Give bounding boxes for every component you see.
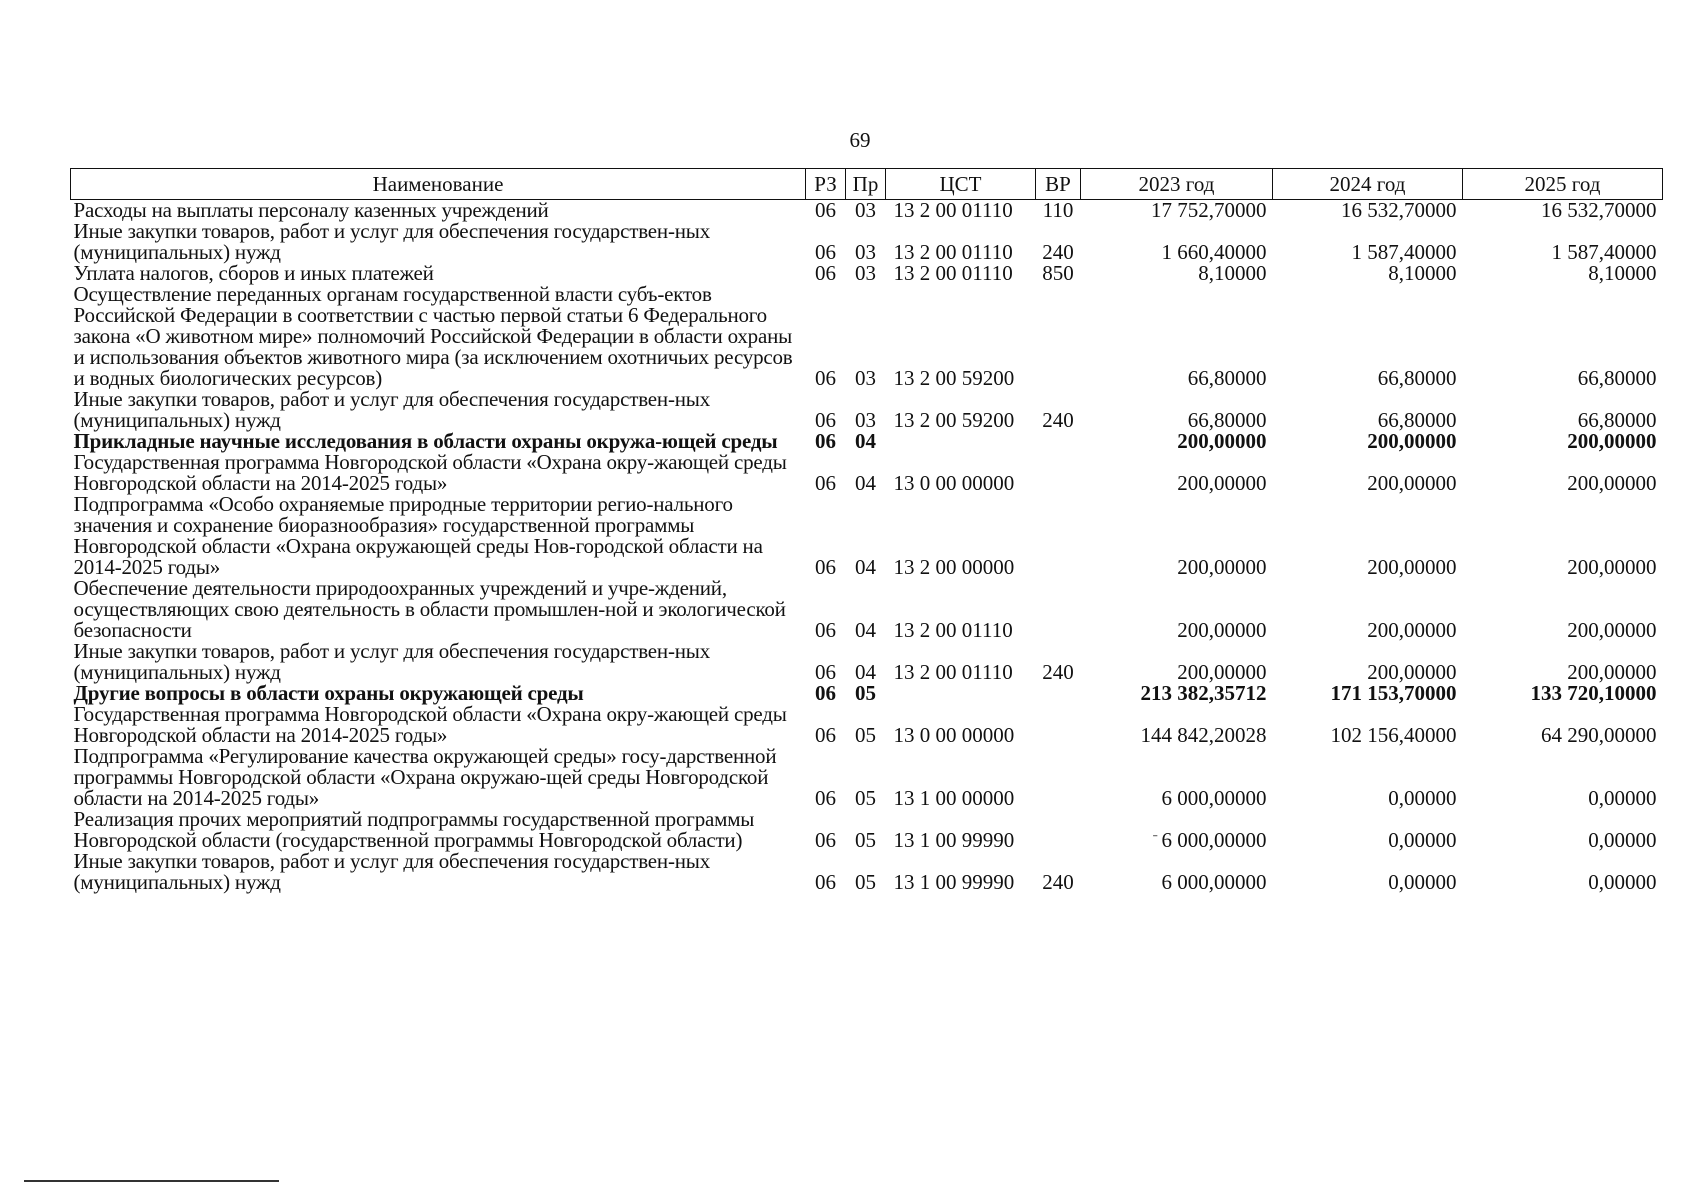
row-rz: 06 (815, 786, 836, 810)
row-value-2023: 213 382,35712 (1140, 681, 1267, 705)
row-value-2025: 1 587,40000 (1551, 240, 1657, 264)
header-cst: ЦСТ (886, 169, 1036, 200)
row-value-2025: 200,00000 (1567, 429, 1657, 453)
row-value-2024: 8,10000 (1388, 261, 1457, 285)
table-row (71, 704, 1663, 746)
row-value-2023: 200,00000 (1177, 429, 1267, 453)
row-name: Прикладные научные исследования в области охраны окружа-ющей среды (73, 429, 778, 453)
row-vr (1036, 431, 1081, 452)
row-vr: 110 (1042, 198, 1074, 222)
row-rz: 06 (815, 471, 836, 495)
row-value-2024: 0,00000 (1388, 870, 1457, 894)
row-value-2025: 0,00000 (1588, 870, 1657, 894)
table-row (71, 683, 1663, 704)
header-2024: 2024 год (1273, 169, 1463, 200)
row-value-2024: 0,00000 (1388, 786, 1457, 810)
row-pr: 04 (855, 429, 876, 453)
row-vr: 850 (1042, 261, 1074, 285)
row-name: Государственная программа Новгородской области «Охрана окру-жающей среды Новгородской области на 2014-2025 годы» (73, 702, 787, 747)
row-value-2023: 8,10000 (1198, 261, 1267, 285)
row-cst: 13 1 00 99990 (893, 828, 1015, 852)
table-row (71, 452, 1663, 494)
row-pr: 04 (855, 555, 876, 579)
row-value-2025: 200,00000 (1567, 471, 1657, 495)
row-value-2024: 66,80000 (1377, 408, 1457, 432)
row-name: Государственная программа Новгородской области «Охрана окру-жающей среды Новгородской области на 2014-2025 годы» (73, 450, 787, 495)
row-rz: 06 (815, 681, 836, 705)
row-tick-mark: ˉ (1152, 833, 1158, 848)
row-rz: 06 (815, 408, 836, 432)
row-value-2025: 16 532,70000 (1541, 198, 1657, 222)
row-vr (1036, 494, 1081, 578)
table-header (71, 169, 1663, 200)
row-cst: 13 2 00 01110 (893, 660, 1013, 684)
table-row (71, 641, 1663, 683)
row-cst: 13 1 00 99990 (893, 870, 1015, 894)
table-row (71, 851, 1663, 893)
row-pr: 03 (855, 408, 876, 432)
row-rz: 06 (815, 240, 836, 264)
row-pr: 05 (855, 681, 876, 705)
row-cst: 13 2 00 01110 (893, 198, 1013, 222)
row-name: Подпрограмма «Регулирование качества окружающей среды» госу-дарственной программы Новгородской области «Охрана окружаю-щей среды Новгородской области на 2014-2025 годы» (73, 744, 777, 810)
row-value-2025: 66,80000 (1577, 366, 1657, 390)
row-value-2025: 200,00000 (1567, 555, 1657, 579)
row-pr: 05 (855, 870, 876, 894)
row-pr: 04 (855, 618, 876, 642)
row-vr (1036, 452, 1081, 494)
row-value-2023 (1081, 809, 1273, 851)
row-vr: 240 (1042, 408, 1074, 432)
row-name: Уплата налогов, сборов и иных платежей (73, 261, 434, 285)
row-pr: 05 (855, 828, 876, 852)
row-name: Осуществление переданных органам государственной власти субъ-ектов Российской Федерации в соответствии с частью первой статьи 6 Федерального закона «О животном мире» полномочий Российской Федерации в области охраны и использования объектов животного мира (за исключением охотничьих ресурсов и водных биологических ресурсов) (73, 282, 793, 390)
row-vr: 240 (1042, 240, 1074, 264)
row-value-text: 6 000,00000 (1161, 828, 1267, 852)
row-value-2025: 8,10000 (1588, 261, 1657, 285)
table-row (71, 284, 1663, 389)
table-row (71, 578, 1663, 641)
table-body (71, 200, 1663, 894)
table-row (71, 431, 1663, 452)
row-cst: 13 2 00 01110 (893, 261, 1013, 285)
row-rz: 06 (815, 723, 836, 747)
row-value-2023: 66,80000 (1187, 366, 1267, 390)
row-rz: 06 (815, 366, 836, 390)
row-pr: 04 (855, 471, 876, 495)
row-value-2025: 0,00000 (1588, 828, 1657, 852)
row-value-2024: 200,00000 (1367, 471, 1457, 495)
row-pr: 03 (855, 366, 876, 390)
row-value-2023: 200,00000 (1177, 555, 1267, 579)
row-rz: 06 (815, 870, 836, 894)
row-value-2023: 17 752,70000 (1151, 198, 1267, 222)
row-value-2025: 66,80000 (1577, 408, 1657, 432)
row-value-2023: 6 000,00000 (1161, 786, 1267, 810)
row-rz: 06 (815, 660, 836, 684)
row-value-2024: 1 587,40000 (1351, 240, 1457, 264)
row-name: Реализация прочих мероприятий подпрограммы государственной программы Новгородской области (государственной программы Новгородской области) (73, 807, 755, 852)
row-cst (886, 431, 1036, 452)
table-row (71, 200, 1663, 222)
row-cst: 13 2 00 59200 (893, 366, 1015, 390)
row-pr: 04 (855, 660, 876, 684)
row-name: Подпрограмма «Особо охраняемые природные территории регио-нального значения и сохранение биоразнообразия» государственной программы Новгородской области «Охрана окружающей среды Нов-городской области на 2014-2025 годы» (73, 492, 763, 579)
row-rz: 06 (815, 555, 836, 579)
page-number: 69 (849, 128, 871, 152)
table-row (71, 221, 1663, 263)
row-name: Расходы на выплаты персоналу казенных учреждений (73, 198, 549, 222)
row-value-2024: 16 532,70000 (1341, 198, 1457, 222)
row-value-2023: 6 000,00000 (1161, 870, 1267, 894)
row-value-2023: 144 842,20028 (1140, 723, 1267, 747)
row-value-2024: 66,80000 (1377, 366, 1457, 390)
row-rz: 06 (815, 618, 836, 642)
row-value-2023: 66,80000 (1187, 408, 1267, 432)
row-vr (1036, 578, 1081, 641)
row-rz: 06 (815, 429, 836, 453)
row-name: Иные закупки товаров, работ и услуг для обеспечения государствен-ных (муниципальных) нужд (73, 639, 710, 684)
row-value-2024: 200,00000 (1367, 618, 1457, 642)
row-vr: 240 (1042, 660, 1074, 684)
header-name: Наименование (71, 169, 806, 200)
row-cst: 13 2 00 01110 (893, 618, 1013, 642)
row-pr: 05 (855, 786, 876, 810)
header-rz: РЗ (806, 169, 846, 200)
row-value-2024: 200,00000 (1367, 555, 1457, 579)
row-name: Иные закупки товаров, работ и услуг для обеспечения государствен-ных (муниципальных) нужд (73, 849, 710, 894)
row-rz: 06 (815, 198, 836, 222)
header-2023: 2023 год (1081, 169, 1273, 200)
row-value-2025: 200,00000 (1567, 660, 1657, 684)
row-value-2024: 200,00000 (1367, 660, 1457, 684)
table-row (71, 389, 1663, 431)
row-rz: 06 (815, 828, 836, 852)
row-value-2024: 0,00000 (1388, 828, 1457, 852)
row-vr (1036, 683, 1081, 704)
row-name: Иные закупки товаров, работ и услуг для обеспечения государствен-ных (муниципальных) нужд (73, 219, 710, 264)
row-cst (886, 683, 1036, 704)
row-value-2025: 0,00000 (1588, 786, 1657, 810)
header-vr: ВР (1036, 169, 1081, 200)
row-vr (1036, 809, 1081, 851)
row-vr (1036, 746, 1081, 809)
row-value-2023: 200,00000 (1177, 660, 1267, 684)
row-pr: 03 (855, 240, 876, 264)
row-value-2023: 1 660,40000 (1161, 240, 1267, 264)
row-pr: 03 (855, 261, 876, 285)
row-rz: 06 (815, 261, 836, 285)
row-cst: 13 2 00 59200 (893, 408, 1015, 432)
row-cst: 13 0 00 00000 (893, 723, 1015, 747)
row-value-2025: 200,00000 (1567, 618, 1657, 642)
table-row (71, 809, 1663, 851)
header-2025: 2025 год (1463, 169, 1663, 200)
row-value-2024: 200,00000 (1367, 429, 1457, 453)
row-name: Другие вопросы в области охраны окружающей среды (73, 681, 584, 705)
row-name: Обеспечение деятельности природоохранных учреждений и учре-ждений, осуществляющих свою деятельность в области промышлен-ной и экологической безопасности (73, 576, 786, 642)
row-pr: 03 (855, 198, 876, 222)
table-row (71, 494, 1663, 578)
row-value-2024: 102 156,40000 (1330, 723, 1457, 747)
table-row (71, 263, 1663, 284)
row-cst: 13 2 00 01110 (893, 240, 1013, 264)
row-cst: 13 1 00 00000 (893, 786, 1015, 810)
row-vr (1036, 284, 1081, 389)
row-cst: 13 2 00 00000 (893, 555, 1015, 579)
row-vr: 240 (1042, 870, 1074, 894)
row-name: Иные закупки товаров, работ и услуг для обеспечения государствен-ных (муниципальных) нужд (73, 387, 710, 432)
header-pr: Пр (846, 169, 886, 200)
budget-table (70, 168, 1663, 893)
row-cst: 13 0 00 00000 (893, 471, 1015, 495)
row-value-2025: 64 290,00000 (1541, 723, 1657, 747)
row-value-2023: 200,00000 (1177, 618, 1267, 642)
table-row (71, 746, 1663, 809)
row-vr (1036, 704, 1081, 746)
row-value-2025: 133 720,10000 (1530, 681, 1657, 705)
row-value-2024: 171 153,70000 (1330, 681, 1457, 705)
row-pr: 05 (855, 723, 876, 747)
row-value-2023: 200,00000 (1177, 471, 1267, 495)
footer-divider (24, 1180, 279, 1182)
